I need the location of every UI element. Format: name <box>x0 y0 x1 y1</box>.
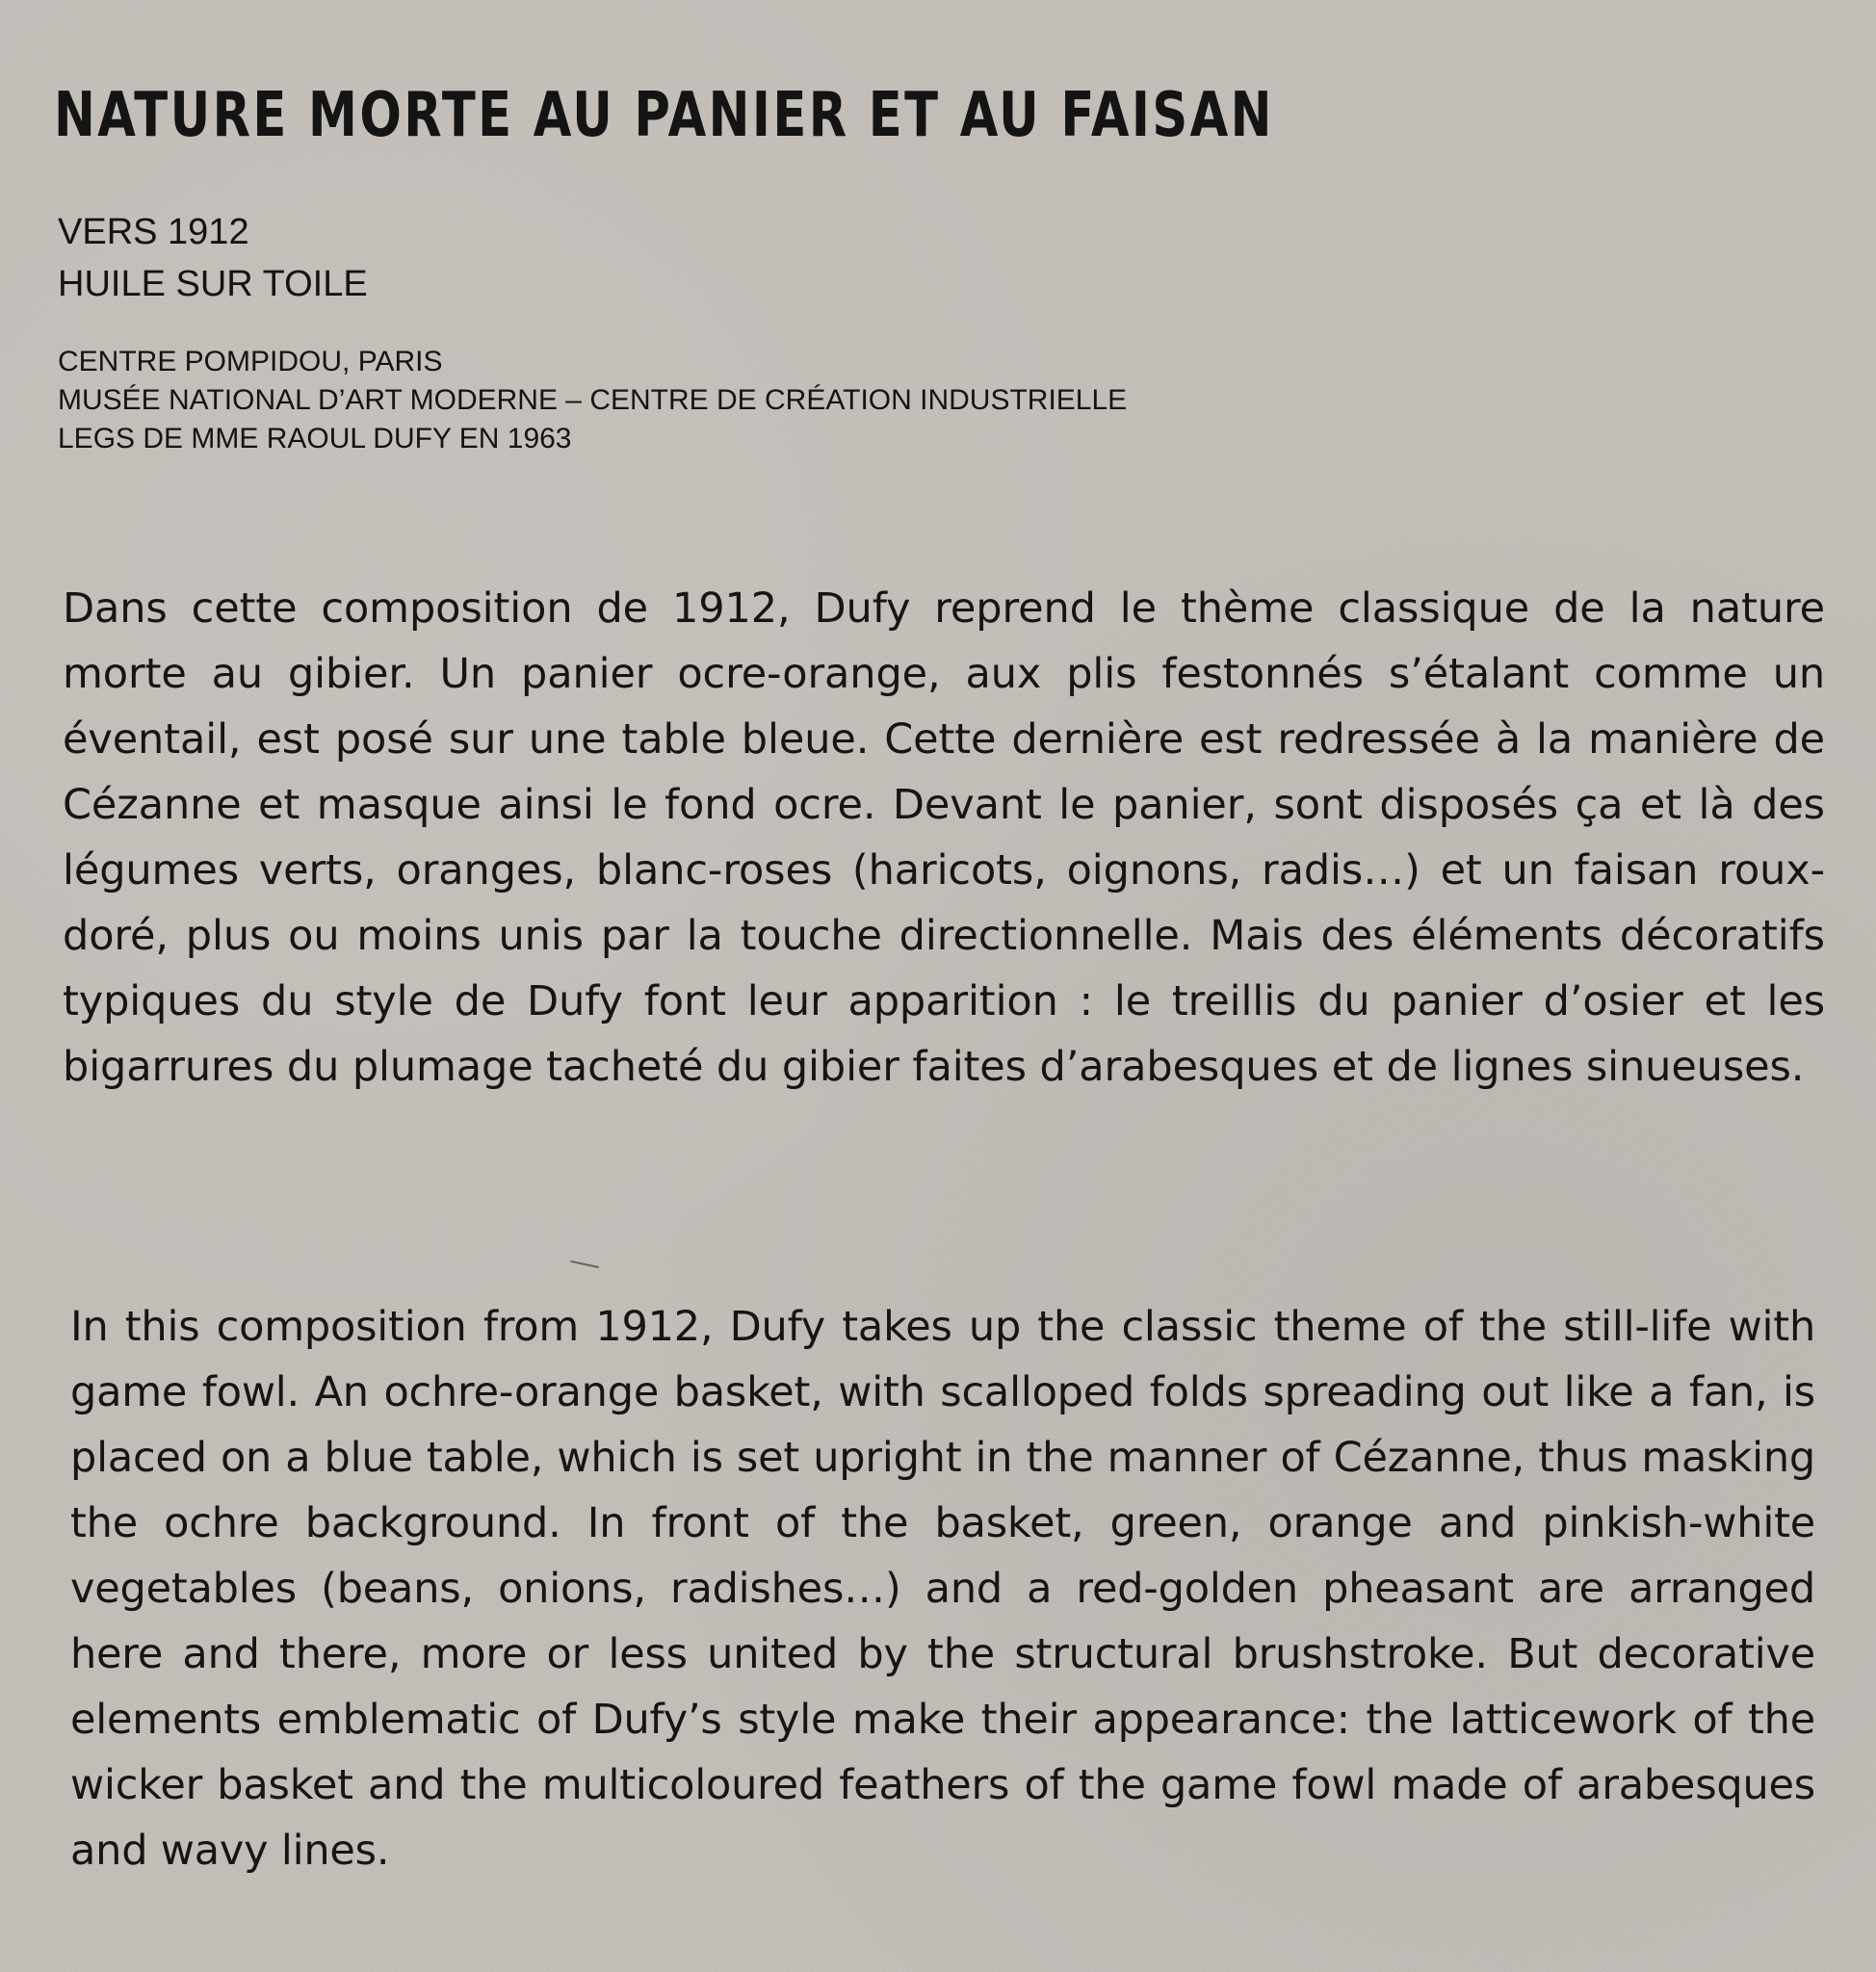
collection-department: MUSÉE NATIONAL D’ART MODERNE – CENTRE DE CRÉATION INDUSTRIELLE <box>58 384 1128 416</box>
artwork-date: VERS 1912 <box>58 212 249 252</box>
paper-scratch-mark <box>570 1260 599 1268</box>
artwork-details <box>58 206 368 310</box>
artwork-title: NATURE MORTE AU PANIER ET AU FAISAN <box>54 80 1274 151</box>
description-english: In this composition from 1912, Dufy takes up the classic theme of the still-life with game fowl. An ochre-orange basket, with scalloped folds spreading out like a fan, is placed on a blue table, which is set upright in the manner of Cézanne, thus masking the ochre background. In front of the basket, green, orange and pinkish-white vegetables (beans, onions, radishes…) and a red-golden pheasant are arranged here and there, more or less united by the structural brushstroke. But decorative elements emblematic of Dufy’s style make their appearance: the latticework of the wicker basket and the multicoloured feathers of the game fowl made of arabesques and wavy lines. <box>70 1303 1815 1875</box>
artwork-medium: HUILE SUR TOILE <box>58 264 368 304</box>
description-french: Dans cette composition de 1912, Dufy reprend le thème classique de la nature morte au gibier. Un panier ocre-orange, aux plis festonnés s’étalant comme un éventail, est posé sur une table bleue. Cette dernière est redressée à la manière de Cézanne et masque ainsi le fond ocre. Devant le panier, sont disposés ça et là des légumes verts, oranges, blanc-roses (haricots, oignons, radis…) et un faisan roux-doré, plus ou moins unis par la touche directionnelle. Mais des éléments décoratifs typiques du style de Dufy font leur apparition : le treillis du panier d’osier et les bigarrures du plumage tacheté du gibier faites d’arabesques et de lignes sinueuses. <box>63 584 1825 1091</box>
collection-bequest: LEGS DE MME RAOUL DUFY EN 1963 <box>58 423 572 454</box>
collection-museum: CENTRE POMPIDOU, PARIS <box>58 346 443 377</box>
collection-credit <box>58 343 1127 458</box>
